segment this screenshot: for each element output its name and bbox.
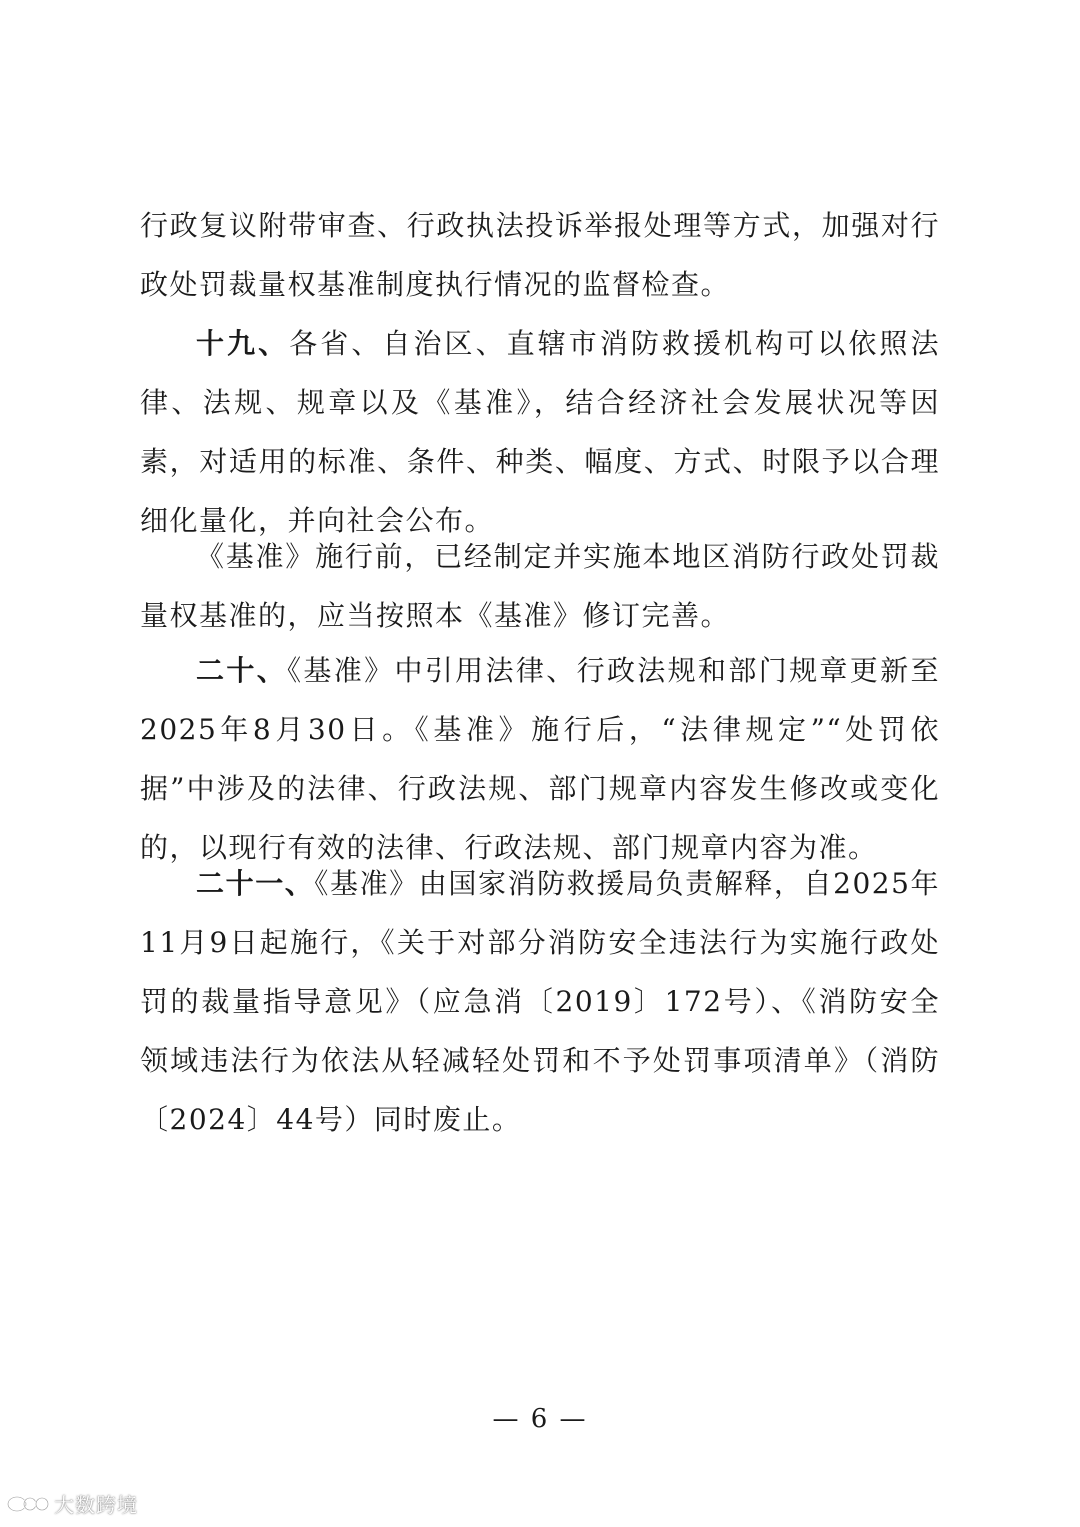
- article-19-paragraph: [140, 314, 940, 550]
- article-19-heading: 十九、: [196, 327, 290, 360]
- article-20-paragraph: [140, 641, 940, 877]
- weibo-logo-icon: [6, 1492, 50, 1514]
- paragraph-text: 《基准》施行前，已经制定并实施本地区消防行政处罚裁量权基准的，应当按照本《基准》修订完善。: [140, 540, 940, 632]
- article-21-heading: 二十一、: [196, 867, 315, 900]
- article-21-text: 《基准》由国家消防救援局负责解释，自2025年11月9日起施行，《关于对部分消防安全违法行为实施行政处罚的裁量指导意见》（应急消〔2019〕172号）、《消防安全领域违法行为依法从轻减轻处罚和不予处罚事项清单》（消防〔2024〕44号）同时废止。: [140, 867, 940, 1136]
- paragraph-text: 行政复议附带审查、行政执法投诉举报处理等方式，加强对行政处罚裁量权基准制度执行情况的监督检查。: [140, 209, 940, 301]
- watermark-text: 大数跨境: [54, 1492, 138, 1517]
- article-20-heading: 二十、: [196, 654, 288, 687]
- article-21-paragraph: [140, 854, 940, 1149]
- article-19-text: 各省、自治区、直辖市消防救援机构可以依照法律、法规、规章以及《基准》，结合经济社会发展状况等因素，对适用的标准、条件、种类、幅度、方式、时限予以合理细化量化，并向社会公布。: [140, 327, 940, 537]
- article-19-second-paragraph: [140, 527, 940, 645]
- article-20-text: 《基准》中引用法律、行政法规和部门规章更新至2025年8月30日。《基准》施行后，“法律规定”“处罚依据”中涉及的法律、行政法规、部门规章内容发生修改或变化的，以现行有效的法律、行政法规、部门规章内容为准。: [140, 654, 940, 864]
- watermark: [6, 1490, 138, 1516]
- paragraph-continuation: [140, 196, 940, 314]
- page-number: — 6 —: [492, 1404, 588, 1434]
